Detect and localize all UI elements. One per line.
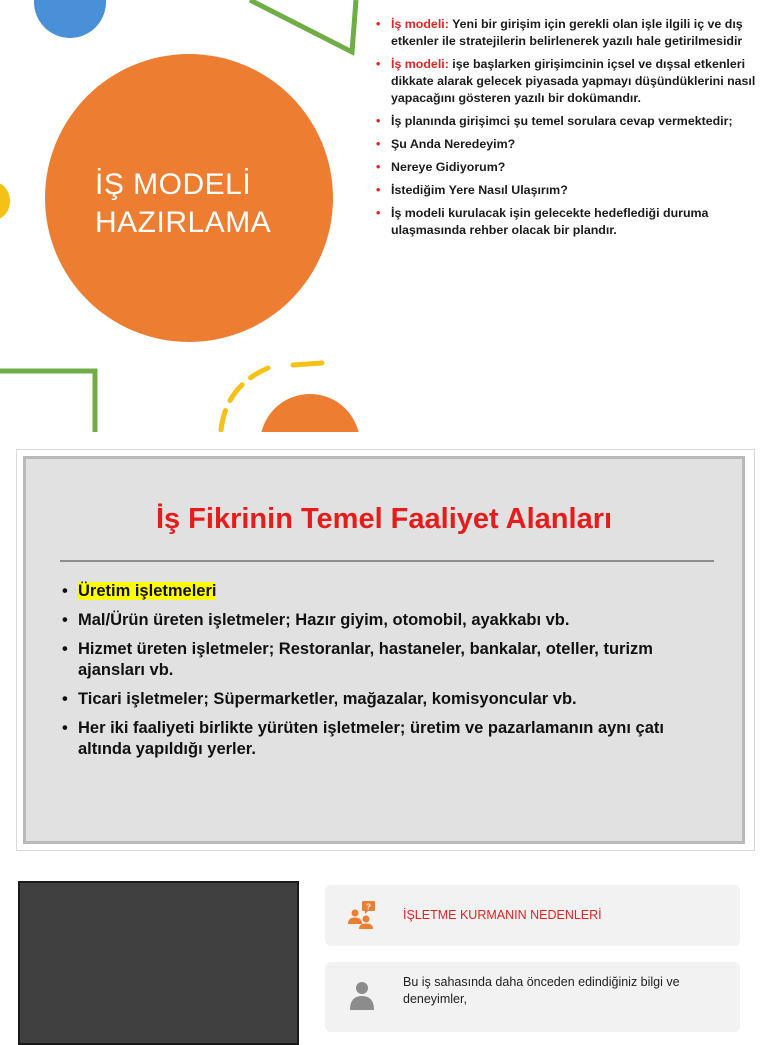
is-modeli-bullet-list [376,16,760,245]
bullet-icon: • [376,17,381,31]
bullet-icon: • [62,719,68,737]
list-item: • İş modeli kurulacak işin gelecekte hedeflediği duruma ulaşmasında rehber olacak bir plandır. [376,206,709,237]
bullet-icon: • [62,690,68,708]
list-item: • İş planında girişimci şu temel sorulara cevap vermektedir; [376,114,733,128]
people-question-icon [347,900,377,930]
bullet-icon: • [62,611,68,629]
list-item: • Ticari işletmeler; Süpermarketler, mağazalar, komisyoncular vb. [62,690,577,708]
list-item: • İş modeli: işe başlarken girişimcinin içsel ve dışsal etkenleri dikkate alarak gelecek piyasada yapmayı düşündüklerini nasıl yapacağını gösteren yazılı bir dokümandır. [376,57,756,105]
divider [60,560,714,562]
yellow-dash [293,363,322,365]
green-chevron-shape [250,0,356,52]
slide-title: İş Fikrinin Temel Faaliyet Alanları [155,503,613,535]
list-item: • Mal/Ürün üreten işletmeler; Hazır giyim, otomobil, ayakkabı vb. [62,611,570,629]
bullet-icon: • [62,582,68,600]
svg-text:?: ? [366,902,371,912]
bullet-icon: • [376,137,381,151]
reason-card [325,962,740,1032]
list-item: • Şu Anda Neredeyim? [376,137,516,151]
list-item: • Hizmet üreten işletmeler; Restoranlar, hastaneler, bankalar, oteller, turizm ajansları vb. [62,640,653,679]
bullet-icon: • [62,640,68,658]
bullet-icon: • [376,160,381,174]
bullet-icon: • [376,114,381,128]
bullet-icon: • [376,57,381,71]
card-text: İŞLETME KURMANIN NEDENLERİ [403,908,602,922]
bullet-icon: • [376,183,381,197]
content-panel [23,456,745,844]
slide-is-modeli [0,0,768,432]
slide-isletme-kurma [0,864,768,1024]
slide-faaliyet-alanlari [16,449,755,851]
slide-title: İŞ MODELİ HAZIRLAMA [95,168,272,239]
list-item: • Her iki faaliyeti birlikte yürüten işletmeler; üretim ve pazarlamanın aynı çatı altında yapıldığı yerler. [62,719,664,758]
yellow-dashed-arc [221,368,268,430]
card-text: Bu iş sahasında daha önceden edindiğiniz bilgi ve deneyimler, [403,975,680,1006]
image-placeholder [18,881,299,1045]
list-item: • İstediğim Yere Nasıl Ulaşırım? [376,183,568,197]
green-corner-shape [0,371,95,432]
list-item: • İş modeli: Yeni bir girişim için gerekli olan işle ilgili iç ve dış etkenler ile stratejilerin belirlenerek yazılı hale getirilmesidir [376,17,743,48]
bullet-icon: • [376,206,381,220]
list-item: • Nereye Gidiyorum? [376,160,506,174]
person-icon [347,980,377,1010]
reason-card-title [325,885,740,946]
faaliyet-bullet-list [62,581,712,768]
highlighted-text: Üretim işletmeleri [78,582,217,600]
list-item [62,581,712,602]
